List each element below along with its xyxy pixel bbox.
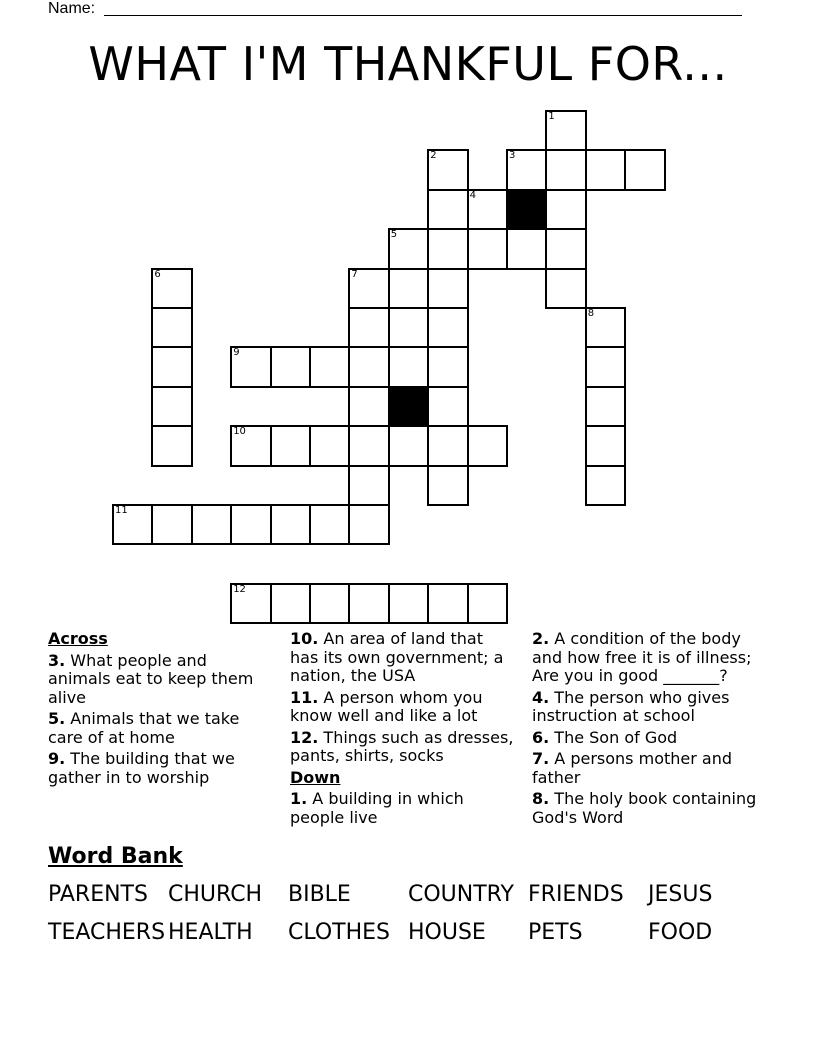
crossword-cell[interactable] <box>270 583 311 624</box>
crossword-cell[interactable] <box>427 583 468 624</box>
crossword-cell[interactable] <box>270 346 311 387</box>
word-bank-item: CHURCH <box>168 882 263 907</box>
clue-across-9 <box>48 750 270 787</box>
crossword-cell[interactable] <box>388 346 429 387</box>
page-title: WHAT I'M THANKFUL FOR... <box>88 37 728 91</box>
crossword-cell-8[interactable] <box>585 307 626 348</box>
name-field-label <box>48 0 95 20</box>
crossword-cell-3[interactable] <box>506 149 547 190</box>
word-bank-item: BIBLE <box>288 882 351 907</box>
across-heading: Across <box>48 629 108 648</box>
crossword-cell[interactable] <box>151 386 192 427</box>
crossword-cell[interactable] <box>348 465 389 506</box>
crossword-cell-1[interactable] <box>545 110 586 151</box>
clue-down-8 <box>532 790 768 827</box>
blocked-cell <box>506 189 547 230</box>
crossword-cell[interactable] <box>348 425 389 466</box>
crossword-cell[interactable] <box>585 425 626 466</box>
crossword-cell[interactable] <box>348 504 389 545</box>
crossword-cell[interactable] <box>388 307 429 348</box>
crossword-cell[interactable] <box>467 583 508 624</box>
clue-number: 7. <box>532 749 550 768</box>
crossword-cell[interactable] <box>151 425 192 466</box>
clue-number-label: 3 <box>509 150 516 162</box>
crossword-cell-7[interactable] <box>348 268 389 309</box>
clue-text: The building that we gather in to worship <box>48 749 235 787</box>
clue-number: 12. <box>290 727 319 747</box>
word-bank-item: COUNTRY <box>408 882 514 907</box>
clue-text: Animals that we take care of at home <box>48 709 240 747</box>
crossword-cell[interactable] <box>309 425 350 466</box>
crossword-cell[interactable] <box>545 189 586 230</box>
clue-number: 11. <box>290 687 319 707</box>
clue-number-label: 8 <box>587 308 595 319</box>
crossword-cell-9[interactable] <box>230 346 271 387</box>
crossword-cell[interactable] <box>585 346 626 387</box>
clue-text: The person who gives instruction at school <box>532 687 730 725</box>
crossword-cell[interactable] <box>427 465 468 506</box>
word-bank-item: PETS <box>528 920 583 945</box>
clue-down-1 <box>290 790 516 827</box>
crossword-cell[interactable] <box>427 386 468 427</box>
clue-text: An area of land that has its own government; a nation, the USA <box>290 629 504 685</box>
crossword-cell[interactable] <box>348 346 389 387</box>
clue-number-label: 4 <box>469 189 476 201</box>
clue-text: A building in which people live <box>290 789 464 827</box>
word-bank-item: TEACHERS <box>48 920 166 945</box>
crossword-cell[interactable] <box>427 346 468 387</box>
crossword-cell[interactable] <box>467 425 508 466</box>
crossword-cell[interactable] <box>585 149 626 190</box>
clue-number: 1. <box>290 789 308 808</box>
clue-across-3 <box>48 652 270 708</box>
crossword-cell-4[interactable] <box>467 189 508 230</box>
crossword-cell[interactable] <box>151 307 192 348</box>
crossword-cell[interactable] <box>506 228 547 269</box>
clue-number-label: 11 <box>115 505 128 516</box>
crossword-cell[interactable] <box>270 425 311 466</box>
clue-number: 8. <box>532 789 550 808</box>
clue-number-label: 2 <box>430 150 437 162</box>
clue-text: A persons mother and father <box>532 749 732 787</box>
clue-number: 9. <box>48 749 66 768</box>
crossword-cell[interactable] <box>151 346 192 387</box>
word-bank-item: FOOD <box>648 920 713 945</box>
crossword-cell-12[interactable] <box>230 583 271 624</box>
word-bank-title: Word Bank <box>48 844 183 869</box>
crossword-cell[interactable] <box>388 268 429 309</box>
crossword-cell[interactable] <box>545 268 586 309</box>
crossword-cell[interactable] <box>309 583 350 624</box>
clue-text: A person whom you know well and like a lot <box>290 687 483 725</box>
crossword-cell[interactable] <box>624 149 665 190</box>
crossword-cell[interactable] <box>585 386 626 427</box>
crossword-cell-2[interactable] <box>427 149 468 190</box>
clues-column-2 <box>290 630 516 830</box>
clue-down-4 <box>532 689 768 726</box>
crossword-cell[interactable] <box>348 386 389 427</box>
crossword-cell[interactable] <box>348 583 389 624</box>
word-bank-item: HOUSE <box>408 920 486 945</box>
crossword-cell-5[interactable] <box>388 228 429 269</box>
clue-across-10 <box>290 630 516 686</box>
crossword-cell[interactable] <box>388 425 429 466</box>
clue-down-2 <box>532 630 768 686</box>
clue-number: 4. <box>532 687 550 707</box>
clue-number-label: 5 <box>390 229 398 241</box>
crossword-cell[interactable] <box>427 268 468 309</box>
clue-across-12 <box>290 729 516 766</box>
word-bank-item: HEALTH <box>168 920 253 945</box>
clue-number: 2. <box>532 629 550 648</box>
clue-across-11 <box>290 689 516 726</box>
clue-number-label: 7 <box>351 268 358 280</box>
word-bank-item: CLOTHES <box>288 920 390 945</box>
clue-number: 10. <box>290 629 319 648</box>
crossword-cell[interactable] <box>309 504 350 545</box>
clue-number-label: 12 <box>233 583 246 595</box>
crossword-cell[interactable] <box>427 189 468 230</box>
clue-number: 5. <box>48 709 66 728</box>
word-bank-item: JESUS <box>648 882 713 907</box>
crossword-cell-6[interactable] <box>151 268 192 309</box>
crossword-cell[interactable] <box>427 228 468 269</box>
crossword-cell[interactable] <box>585 465 626 506</box>
clue-text: Things such as dresses, pants, shirts, socks <box>290 727 514 765</box>
clue-text: The holy book containing God's Word <box>532 789 757 827</box>
clue-number-label: 10 <box>233 426 246 438</box>
crossword-cell[interactable] <box>545 149 586 190</box>
clue-number-label: 6 <box>154 268 161 280</box>
down-heading: Down <box>290 767 341 787</box>
clue-number: 6. <box>532 727 550 747</box>
crossword-cell-11[interactable] <box>112 504 153 545</box>
clue-number: 3. <box>48 650 66 670</box>
crossword-cell[interactable] <box>270 504 311 545</box>
crossword-cell[interactable] <box>151 504 192 545</box>
clue-text: The Son of God <box>549 727 678 747</box>
crossword-cell[interactable] <box>191 504 232 545</box>
crossword-cell[interactable] <box>230 504 271 545</box>
clue-across-5 <box>48 710 270 747</box>
clue-down-7 <box>532 750 768 787</box>
blocked-cell <box>388 386 429 427</box>
crossword-cell[interactable] <box>427 307 468 348</box>
clue-text: What people and animals eat to keep them alive <box>48 650 254 707</box>
clue-number-label: 1 <box>548 111 555 122</box>
crossword-cell[interactable] <box>388 583 429 624</box>
name-label: Name: <box>48 0 96 17</box>
crossword-cell[interactable] <box>545 228 586 269</box>
name-line[interactable] <box>104 15 742 16</box>
crossword-cell[interactable] <box>467 228 508 269</box>
crossword-cell[interactable] <box>427 425 468 466</box>
clue-text: A condition of the body and how free it is of illness; Are you in good _______? <box>532 629 752 685</box>
crossword-cell[interactable] <box>348 307 389 348</box>
clues-column-3 <box>532 630 768 830</box>
crossword-cell[interactable] <box>309 346 350 387</box>
clue-number-label: 9 <box>233 347 240 359</box>
word-bank-item: PARENTS <box>48 882 148 907</box>
clues-column-1 <box>48 630 270 790</box>
clue-down-6 <box>532 729 768 748</box>
word-bank-item: FRIENDS <box>528 882 624 907</box>
crossword-cell-10[interactable] <box>230 425 271 466</box>
